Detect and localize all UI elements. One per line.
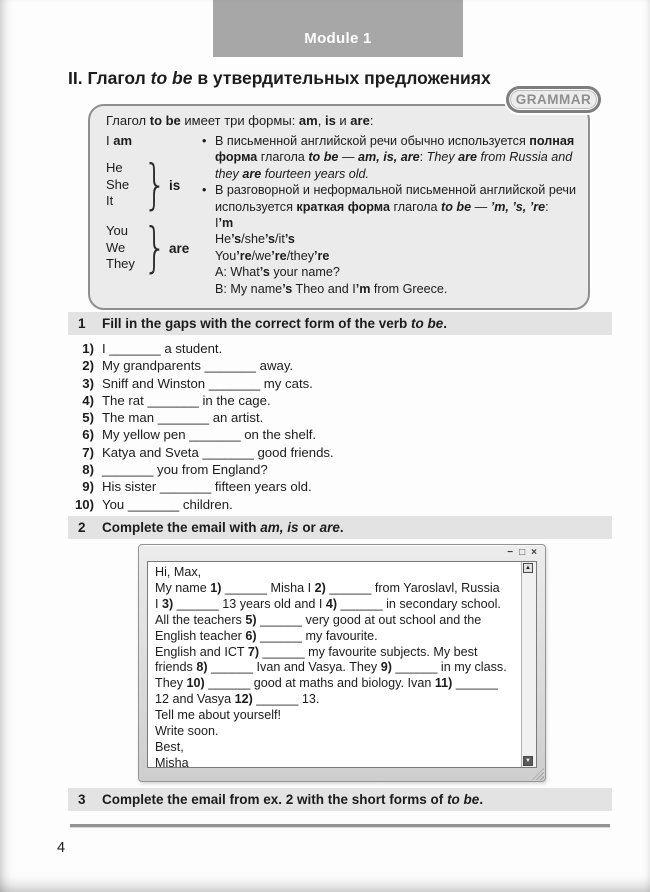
- email-line: Misha: [155, 755, 189, 770]
- item-text: You _______ children.: [102, 496, 233, 512]
- exercise1-item: [68, 340, 334, 357]
- item-text: _______ you from England?: [102, 462, 268, 478]
- email-content: [147, 561, 537, 768]
- email-line: I 3) ______ 13 years old and I 4) ______ in secondary school.: [155, 596, 501, 611]
- pronouns-he-she-it: [106, 160, 146, 210]
- grammar-badge-label: GRAMMAR: [515, 92, 592, 107]
- exercise-instruction: Complete the email from ex. 2 with the short forms of to be.: [102, 792, 484, 807]
- exercise-instruction: Complete the email with am, is or are.: [102, 520, 344, 535]
- item-text: I _______ a student.: [102, 341, 223, 356]
- item-text: His sister _______ fifteen years old.: [102, 479, 312, 495]
- email-line: friends 8) ______ Ivan and Vasya. They 9) ______ in my class.: [155, 660, 507, 675]
- grammar-intro: Глагол to be имеет три формы: am, is и are:: [106, 113, 374, 128]
- email-line: Hi, Max,: [155, 565, 202, 579]
- exercise1-item: [68, 496, 334, 513]
- bullet-text: В письменной английской речи обычно используется полная форма глагола to be — am, is, are: They are from Russia and they are fourteen years old.: [215, 134, 575, 181]
- brace-glyph: }: [143, 154, 167, 216]
- grammar-rule-box: [88, 104, 590, 310]
- item-number: 8): [82, 462, 94, 478]
- exercise1-item: [68, 392, 334, 409]
- short-form-line: I’m: [215, 216, 234, 231]
- exercise1-item: [68, 426, 334, 443]
- item-number: 5): [82, 410, 94, 426]
- close-icon: ×: [531, 547, 537, 558]
- exercise3-header: [68, 788, 612, 811]
- page-title-prefix: II. Глагол: [68, 68, 151, 88]
- item-number: 9): [82, 479, 94, 495]
- exercise2-header: [68, 516, 612, 539]
- bullet-icon: •: [202, 134, 207, 148]
- page-title: [68, 68, 491, 89]
- pronouns-you-we-they: [106, 223, 146, 273]
- item-text: My yellow pen _______ on the shelf.: [102, 427, 317, 443]
- item-text: The rat _______ in the cage.: [102, 392, 271, 408]
- item-text: Katya and Sveta _______ good friends.: [102, 444, 334, 460]
- exercise1-item: [68, 375, 334, 392]
- page-title-italic: to be: [150, 68, 193, 88]
- exercise1-header: [68, 312, 612, 335]
- pronoun-i-am: I am: [106, 133, 133, 148]
- email-line: Tell me about yourself!: [155, 708, 281, 723]
- resize-grip-icon: [532, 768, 544, 780]
- page-title-suffix: в утвердительных предложениях: [192, 68, 491, 88]
- pronoun: We: [106, 239, 126, 255]
- item-text: The man _______ an artist.: [102, 410, 264, 426]
- grammar-bullet: [202, 182, 582, 215]
- scroll-up-icon: ▲: [523, 563, 533, 573]
- footer-divider: [70, 824, 610, 828]
- email-line: Write soon.: [155, 724, 219, 739]
- brace-glyph: }: [143, 217, 167, 279]
- exercise1-item: [68, 409, 334, 426]
- email-line: English and ICT 7) ______ my favourite subjects. My best: [155, 644, 478, 659]
- module-tab-label: Module 1: [304, 30, 372, 47]
- email-line: All the teachers 5) ______ very good at out school and the: [155, 612, 482, 627]
- short-form-line: B: My name’s Theo and I’m from Greece.: [215, 281, 448, 296]
- short-form-line: He’s/she’s/it’s: [215, 232, 295, 247]
- item-number: 10): [74, 496, 94, 512]
- item-number: 1): [82, 341, 94, 356]
- window-controls: [507, 547, 537, 559]
- pronoun: They: [106, 256, 135, 272]
- minimize-icon: −: [507, 547, 514, 558]
- item-number: 4): [82, 392, 94, 408]
- bullet-icon: •: [202, 183, 207, 198]
- exercise-number: 3: [78, 792, 86, 807]
- exercise1-item: [68, 461, 334, 478]
- page-number: 4: [57, 840, 66, 856]
- exercise1-item: [68, 444, 334, 461]
- pronoun-group-is: [106, 155, 202, 215]
- scroll-down-icon: ▼: [523, 756, 533, 766]
- pronoun: He: [106, 160, 123, 176]
- grammar-badge: [506, 86, 601, 113]
- scrollbar: [521, 562, 536, 767]
- short-form-line: A: What’s your name?: [215, 265, 340, 280]
- grammar-notes: [202, 133, 582, 297]
- email-body: [155, 565, 515, 772]
- pronoun-table: [106, 133, 202, 278]
- email-line: They 10) ______ good at maths and biology. Ivan 11) ______: [155, 676, 498, 691]
- item-number: 7): [82, 444, 94, 460]
- pronoun-group-are: [106, 218, 202, 278]
- item-text: My grandparents _______ away.: [102, 358, 294, 374]
- module-tab: [213, 0, 463, 57]
- pronoun: You: [106, 223, 128, 239]
- grammar-bullet: [202, 133, 582, 182]
- verb-is: is: [169, 177, 181, 193]
- item-number: 6): [82, 427, 94, 443]
- email-line: My name 1) ______ Misha I 2) ______ from Yaroslavl, Russia: [155, 580, 500, 595]
- pronoun: It: [106, 193, 114, 209]
- exercise1-item: [68, 478, 334, 495]
- item-text: Sniff and Winston _______ my cats.: [102, 375, 313, 391]
- item-number: 3): [82, 375, 94, 391]
- maximize-icon: □: [519, 547, 526, 558]
- item-number: 2): [82, 358, 94, 374]
- email-line: Best,: [155, 739, 184, 754]
- exercise1-item: [68, 357, 334, 374]
- email-window: [138, 544, 546, 782]
- email-line: 12 and Vasya 12) ______ 13.: [155, 692, 320, 707]
- pronoun: She: [106, 176, 130, 192]
- exercise-number: 1: [78, 316, 86, 331]
- email-line: English teacher 6) ______ my favourite.: [155, 628, 378, 643]
- short-form-line: You’re/we’re/they’re: [215, 248, 330, 263]
- exercise-number: 2: [78, 520, 86, 535]
- exercise-instruction: Fill in the gaps with the correct form of the verb to be.: [102, 316, 448, 331]
- verb-are: are: [169, 240, 190, 256]
- bullet-text: В разговорной и неформальной письменной английской речи используется краткая форма глагола to be — ’m, ’s, ’re:: [215, 183, 577, 214]
- exercise1-items: [68, 340, 334, 513]
